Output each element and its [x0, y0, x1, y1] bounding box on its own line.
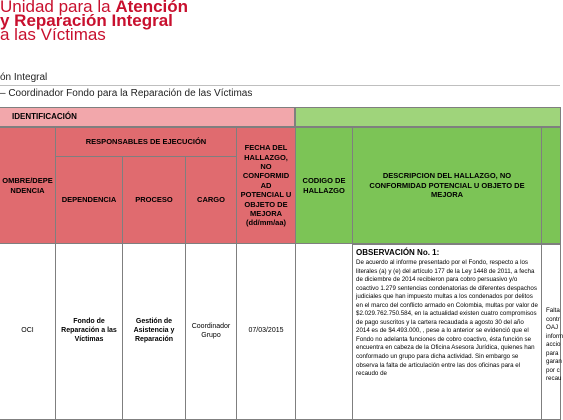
logo-line-1: Unidad para la Atención	[0, 0, 189, 16]
logo-line-2: y Reparación Integral	[0, 11, 173, 30]
cell-dependencia[interactable]: Fondo de Reparación a las Víctimas	[55, 243, 123, 420]
cell-nombre[interactable]: OCI	[0, 243, 56, 420]
next-column-line: por c	[546, 366, 560, 374]
cell-proceso[interactable]: Gestión de Asistencia y Reparación	[122, 243, 186, 420]
cell-cargo[interactable]: Coordinador Grupo	[185, 243, 237, 420]
sheet-title: ón Integral	[0, 72, 560, 86]
next-column-line: para	[546, 349, 559, 357]
header-descripcion[interactable]: DESCRIPCION DEL HALLAZGO, NO CONFORMIDAD POTENCIAL U OBJETO DE MEJORA	[352, 127, 542, 244]
next-column-line: Falta	[546, 307, 560, 314]
unidad-victimas-logo	[0, 0, 300, 46]
observacion-title: OBSERVACIÓN No. 1:	[356, 248, 440, 257]
cell-fecha[interactable]: 07/03/2015	[236, 243, 296, 420]
header-cargo[interactable]: CARGO	[185, 156, 237, 244]
cell-codigo[interactable]	[295, 243, 353, 420]
next-column-line: contr	[546, 315, 560, 323]
header-green-band[interactable]	[295, 107, 561, 127]
header-nombre-dependencia[interactable]: OMBRE/DEPE NDENCIA	[0, 127, 56, 244]
cell-next-column[interactable]	[541, 244, 561, 420]
next-column-line: OAJ	[546, 324, 559, 332]
header-codigo[interactable]: CODIGO DE HALLAZGO	[295, 127, 353, 244]
header-dependencia[interactable]: DEPENDENCIA	[55, 156, 123, 244]
header-identificacion[interactable]: IDENTIFICACIÓN	[0, 107, 295, 127]
logo-line-3: a las Víctimas	[0, 25, 106, 44]
next-column-line: accio	[546, 341, 561, 349]
header-next-column[interactable]	[541, 127, 561, 244]
observacion-text: De acuerdo al informe presentado por el Fondo, respecto a los literales (a) y (e) del artículo 177 de la Ley 1448 de 2011, a fecha de diciembre de 2014 recibieron para cobro persuasivo y/o coactivo 1.279 sentencias condenatorias de diferentes despachos judiciales que han impuesto multas a los condenados por delitos en el marco del conflicto armado en Colombia, multas por valor de $2.029.762.750.584, en la actualidad existen cuatro compromisos de pago suscritos y la cartera recaudada a agosto 30 del año 2014 es de $4.493.000, , pese a lo anterior se evidenció que el Fondo no adelanta funciones de cobro coactivo, ésta función se encuentra en cabeza de la Oficina Asesora Jurídica, quienes han conformado un grupo para dicha actividad. Sin embargo se observa la falta de articulación entre las dos oficinas para el recaudo de	[356, 259, 538, 378]
header-responsables[interactable]: RESPONSABLES DE EJECUCIÓN	[55, 127, 237, 157]
next-column-line: recau	[546, 375, 562, 383]
sheet-subtitle: – Coordinador Fondo para la Reparación de las Víctimas	[0, 88, 253, 99]
header-fecha[interactable]: FECHA DEL HALLAZGO, NO CONFORMID AD POTENCIAL U OBJETO DE MEJORA (dd/mm/aa)	[236, 127, 296, 244]
cell-descripcion[interactable]	[352, 244, 542, 420]
next-column-line: garan	[546, 358, 562, 366]
header-proceso[interactable]: PROCESO	[122, 156, 186, 244]
next-column-line: inform	[546, 332, 563, 340]
